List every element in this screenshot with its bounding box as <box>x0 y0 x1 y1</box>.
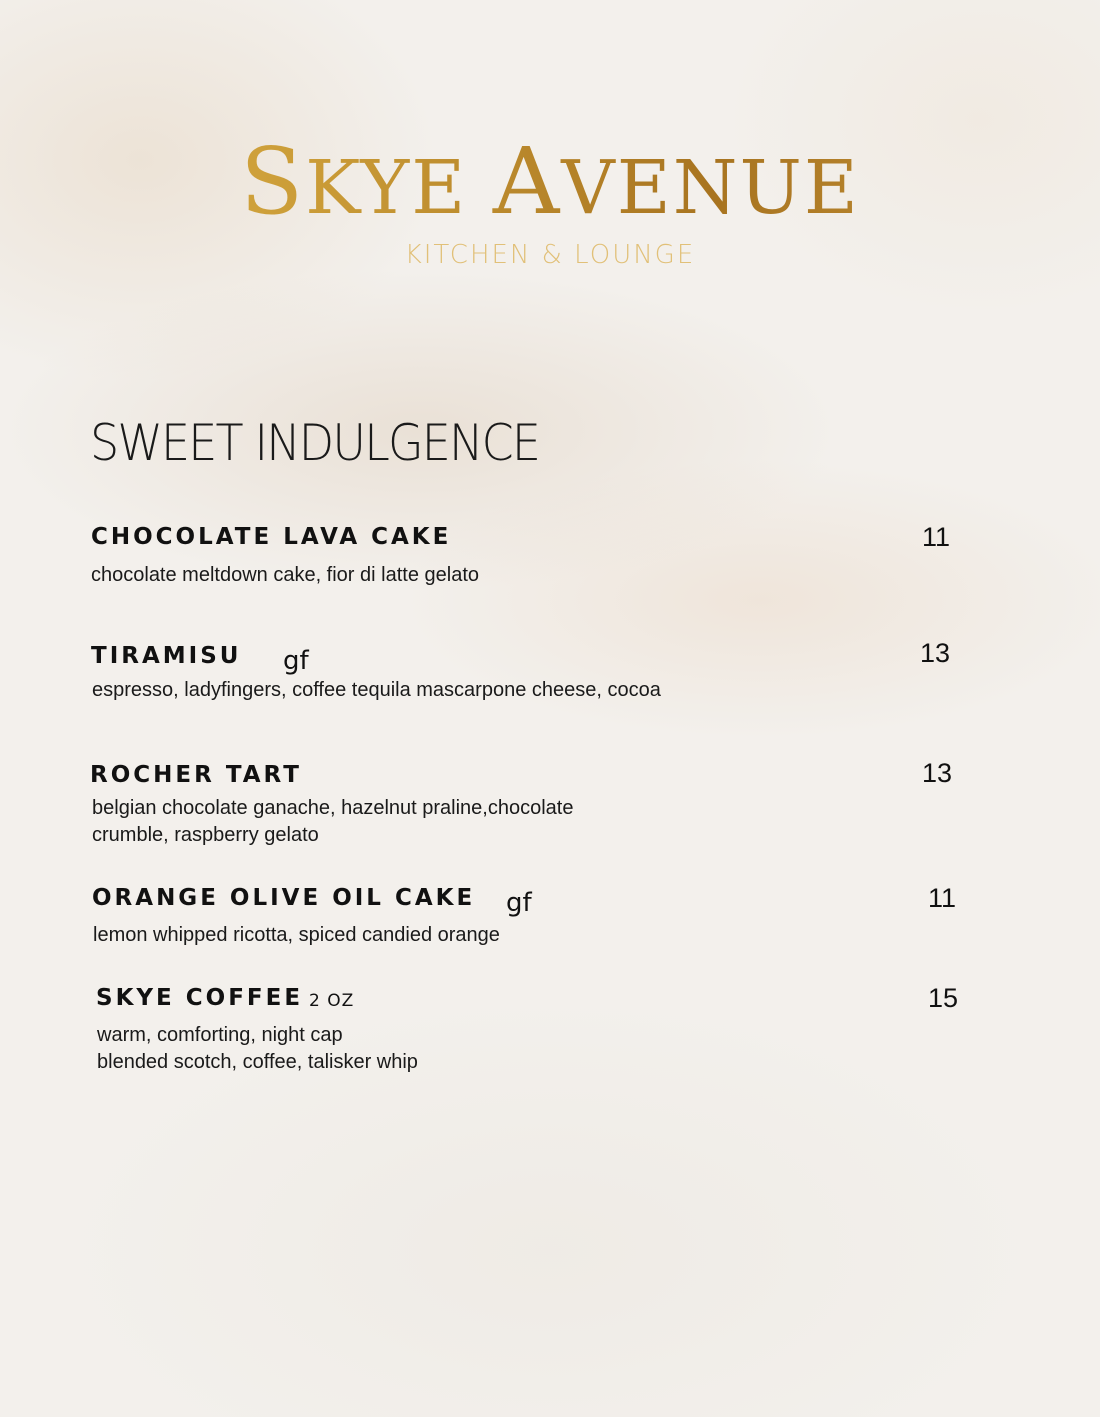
menu-item-description: warm, comforting, night cap <box>97 1024 343 1046</box>
menu-item-description: crumble, raspberry gelato <box>92 824 319 846</box>
menu-item-price: 11 <box>928 883 957 913</box>
menu-item-name: ORANGE OLIVE OIL CAKE <box>92 885 476 911</box>
gluten-free-badge: gf <box>283 646 309 676</box>
brand-word-2: VENUE <box>561 145 860 231</box>
menu-item-description: belgian chocolate ganache, hazelnut praline,chocolate <box>92 797 574 819</box>
menu-item-description: lemon whipped ricotta, spiced candied orange <box>93 924 500 946</box>
brand-word-1: KYE <box>305 145 468 231</box>
brand-tagline: KITCHEN & LOUNGE <box>404 240 696 270</box>
gluten-free-badge: gf <box>506 888 532 918</box>
menu-item-name: TIRAMISU <box>91 643 242 669</box>
menu-item-price: 15 <box>928 983 959 1013</box>
menu-item-name: CHOCOLATE LAVA CAKE <box>91 524 452 550</box>
section-title: SWEET INDULGENCE <box>90 414 540 472</box>
menu-item-description: espresso, ladyfingers, coffee tequila mascarpone cheese, cocoa <box>92 679 661 701</box>
menu-item-name: ROCHER TART <box>90 762 302 788</box>
menu-item-name: SKYE COFFEE <box>96 985 304 1011</box>
menu-item-description: chocolate meltdown cake, fior di latte gelato <box>91 564 479 586</box>
menu-item-price: 11 <box>922 522 951 552</box>
menu-item-price: 13 <box>922 758 953 788</box>
menu-item-description: blended scotch, coffee, talisker whip <box>97 1051 418 1073</box>
serving-size: 2 OZ <box>309 991 355 1011</box>
brand-initial-a: A <box>492 128 562 235</box>
brand-logo <box>0 128 1100 235</box>
brand-initial-s: S <box>240 128 306 235</box>
menu-item-price: 13 <box>920 638 951 668</box>
